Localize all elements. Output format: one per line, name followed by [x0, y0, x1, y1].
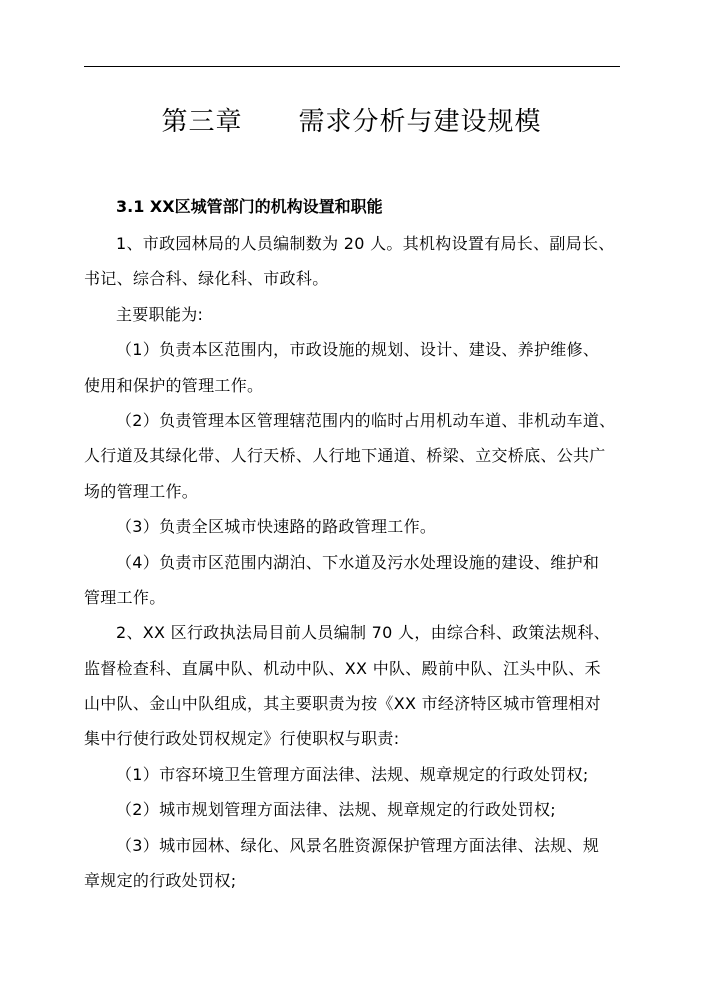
body-line: （2）负责管理本区管理辖范围内的临时占用机动车道、非机动车道、: [116, 410, 616, 430]
body-line: 人行道及其绿化带、人行天桥、人行地下通道、桥梁、立交桥底、公共广: [84, 446, 606, 466]
body-line: 书记、综合科、绿化科、市政科。: [84, 269, 329, 289]
body-line: 场的管理工作。: [84, 481, 199, 501]
chapter-name: 需求分析与建设规模: [298, 107, 542, 137]
body-line: 管理工作。: [84, 587, 166, 607]
body-line: 山中队、金山中队组成，其主要职责为按《XX 市经济特区城市管理相对: [84, 694, 601, 714]
body-line: 集中行使行政处罚权规定》行使职权与职责:: [84, 729, 400, 749]
body-line: 1、市政园林局的人员编制数为 20 人。其机构设置有局长、副局长、: [116, 234, 615, 253]
chapter-number: 第三章: [161, 107, 243, 137]
section-heading: 3.1 XX区城管部门的机构设置和职能: [116, 197, 383, 216]
chapter-title: [0, 104, 703, 140]
body-line: 2、XX 区行政执法局目前人员编制 70 人，由综合科、政策法规科、: [116, 623, 610, 643]
body-line: 章规定的行政处罚权;: [84, 871, 237, 891]
body-line: （3）负责全区城市快速路的路政管理工作。: [116, 517, 437, 537]
body-line: （3）城市园林、绿化、风景名胜资源保护管理方面法律、法规、规: [116, 835, 600, 855]
body-line: （1）负责本区范围内，市政设施的规划、设计、建设、养护维修、: [116, 340, 600, 360]
body-line: （1）市容环境卫生管理方面法律、法规、规章规定的行政处罚权;: [116, 764, 589, 784]
body-line: 使用和保护的管理工作。: [84, 375, 264, 395]
body-text: [84, 226, 616, 898]
body-line: （4）负责市区范围内湖泊、下水道及污水处理设施的建设、维护和: [116, 552, 600, 572]
body-line: 监督检查科、直属中队、机动中队、XX 中队、殿前中队、江头中队、禾: [84, 658, 601, 678]
body-line: （2）城市规划管理方面法律、法规、规章规定的行政处罚权;: [116, 800, 556, 820]
header-rule: [84, 66, 620, 67]
body-line: 主要职能为:: [116, 304, 204, 324]
